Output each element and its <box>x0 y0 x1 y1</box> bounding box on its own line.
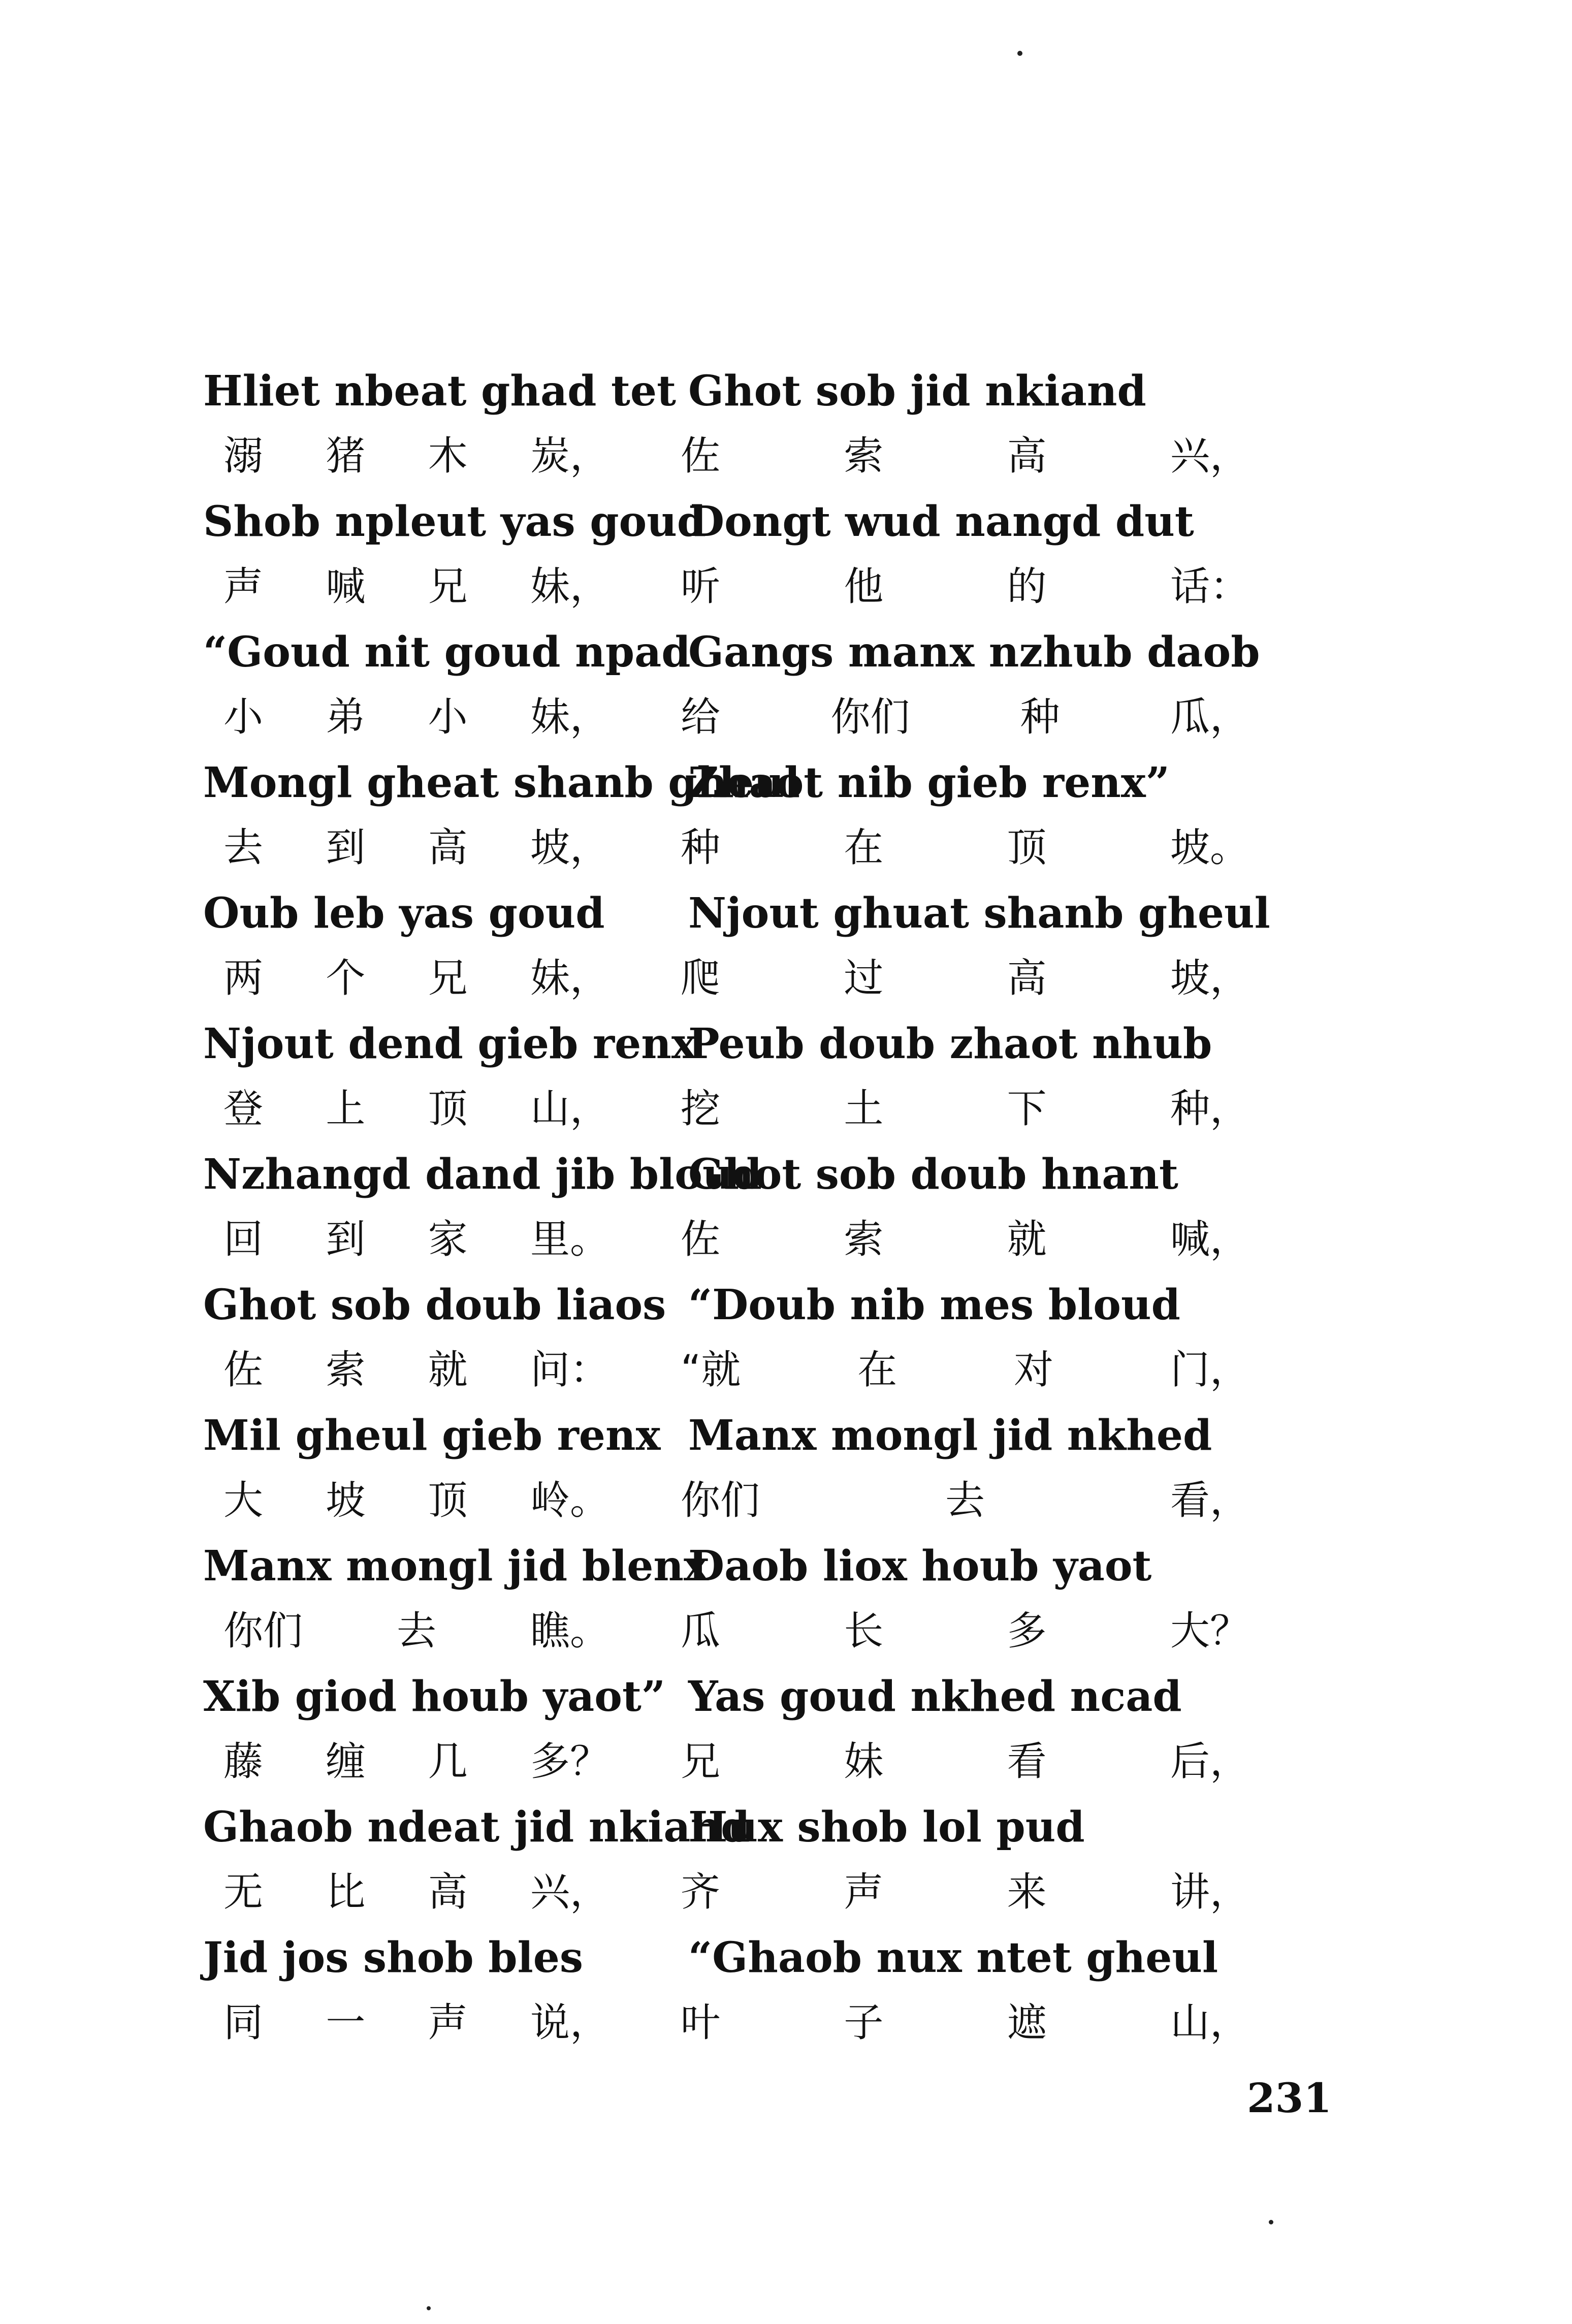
miao-phrase: Ghot sob jid nkiand <box>688 367 1146 416</box>
miao-phrase: Dongt wud nangd dut <box>688 497 1194 546</box>
chinese-phrase: 齐 声 来 讲， <box>681 1869 1249 1915</box>
chinese-phrase: 叶 子 遮 山， <box>681 2000 1249 2046</box>
chinese-phrase: 佐 索 高 兴， <box>681 433 1249 479</box>
chinese-phrase: 种 在 顶 坡。 <box>681 825 1249 871</box>
miao-phrase: Ghot sob doub hnant <box>688 1150 1178 1199</box>
chinese-phrase: 挖 土 下 种， <box>681 1086 1249 1132</box>
miao-phrase: Ghaob ndeat jid nkiand <box>203 1803 750 1852</box>
chinese-phrase: 兄 妹 看 后， <box>681 1739 1249 1785</box>
miao-phrase: Manx mongl jid nkhed <box>688 1411 1212 1460</box>
miao-phrase: Hux shob lol pud <box>688 1803 1085 1852</box>
miao-phrase: Manx mongl jid blenx <box>203 1542 709 1590</box>
chinese-phrase: 两 个 兄 妹， <box>223 956 609 1001</box>
chinese-phrase: “就 在 对 门， <box>681 1347 1249 1393</box>
ink-speck <box>1269 2220 1273 2224</box>
miao-phrase: Xib giod houb yaot” <box>203 1672 666 1721</box>
chinese-phrase: 溺 猪 木 炭， <box>223 433 609 479</box>
chinese-phrase: 你们 去 看， <box>681 1478 1249 1523</box>
miao-phrase: Mil gheul gieb renx <box>203 1411 661 1460</box>
miao-phrase: “Ghaob nux ntet gheul <box>688 1933 1218 1982</box>
chinese-phrase: 小 弟 小 妹， <box>223 694 609 740</box>
miao-phrase: Ghot sob doub liaos <box>203 1281 666 1329</box>
miao-phrase: Oub leb yas goud <box>203 889 605 938</box>
chinese-phrase: 佐 索 就 问： <box>223 1347 609 1393</box>
chinese-phrase: 藤 缠 几 多？ <box>223 1739 609 1785</box>
miao-phrase: Njout ghuat shanb gheul <box>688 889 1270 938</box>
miao-phrase: Hliet nbeat ghad tet <box>203 367 676 416</box>
miao-phrase: Peub doub zhaot nhub <box>688 1020 1212 1068</box>
miao-phrase: Mongl gheat shanb gheul <box>203 758 800 807</box>
chinese-phrase: 声 喊 兄 妹， <box>223 564 609 610</box>
chinese-phrase: 无 比 高 兴， <box>223 1869 609 1915</box>
miao-phrase: Nzhangd dand jib bloud <box>203 1150 762 1199</box>
chinese-phrase: 你们 去 瞧。 <box>223 1608 609 1654</box>
chinese-phrase: 给 你们 种 瓜， <box>681 694 1249 740</box>
ink-speck <box>427 2306 431 2310</box>
miao-phrase: Shob npleut yas goud <box>203 497 707 546</box>
chinese-line <box>0 1992 1572 2104</box>
chinese-phrase: 佐 索 就 喊， <box>681 1217 1249 1262</box>
miao-phrase: Gangs manx nzhub daob <box>688 628 1260 677</box>
miao-phrase: Daob liox houb yaot <box>688 1542 1152 1590</box>
chinese-phrase: 登 上 顶 山， <box>223 1086 609 1132</box>
chinese-phrase: 听 他 的 话： <box>681 564 1249 610</box>
miao-phrase: Zhaot nib gieb renx” <box>688 758 1170 807</box>
miao-phrase: “Doub nib mes bloud <box>688 1281 1180 1329</box>
ink-speck <box>1017 51 1022 56</box>
chinese-phrase: 大 坡 顶 岭。 <box>223 1478 609 1523</box>
chinese-phrase: 瓜 长 多 大？ <box>681 1608 1249 1654</box>
miao-phrase: “Goud nit goud npad <box>203 628 691 677</box>
chinese-phrase: 爬 过 高 坡， <box>681 956 1249 1001</box>
page-number: 231 <box>1247 2074 1332 2122</box>
miao-phrase: Yas goud nkhed ncad <box>688 1672 1182 1721</box>
chinese-phrase: 去 到 高 坡， <box>223 825 609 871</box>
chinese-phrase: 同 一 声 说， <box>223 2000 609 2046</box>
miao-phrase: Jid jos shob bles <box>203 1933 584 1982</box>
chinese-phrase: 回 到 家 里。 <box>223 1217 609 1262</box>
miao-phrase: Njout dend gieb renx <box>203 1020 696 1068</box>
